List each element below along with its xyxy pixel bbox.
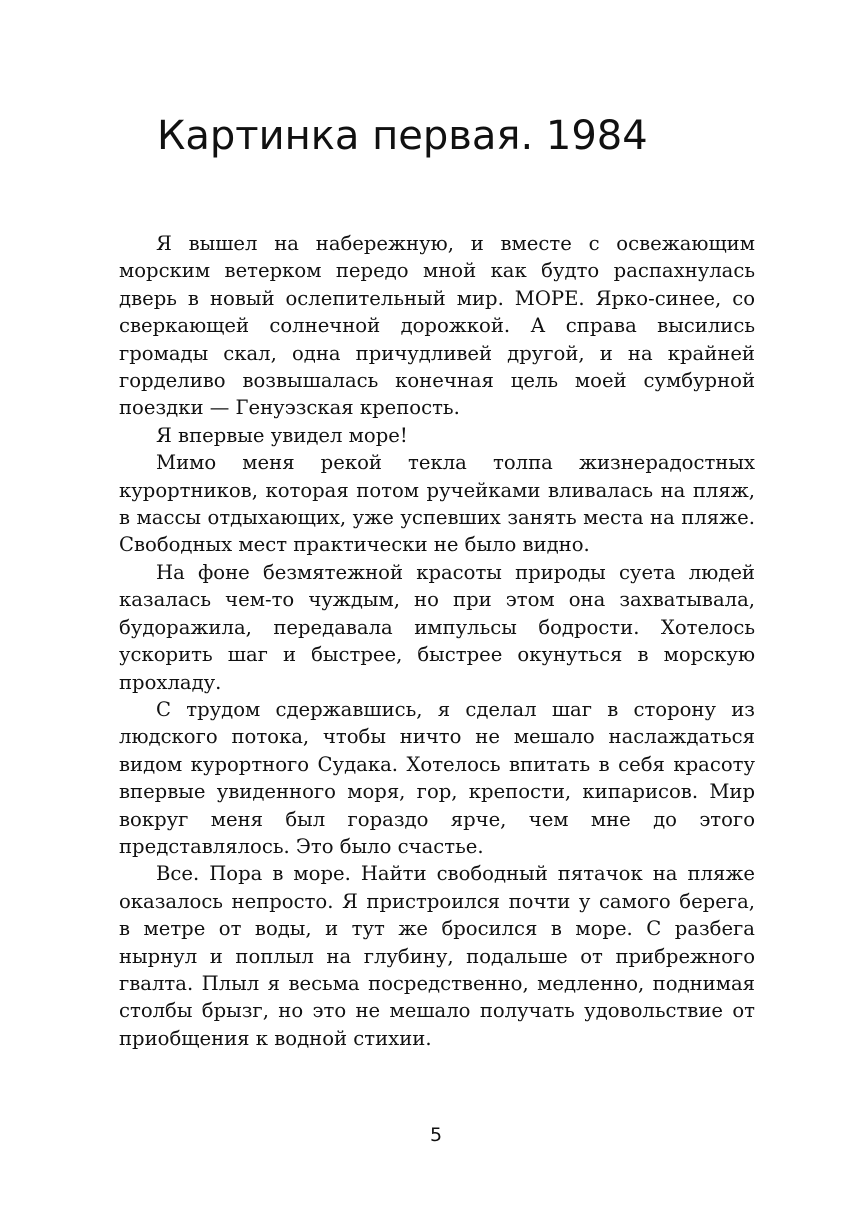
page-number: 5	[429, 1124, 443, 1146]
chapter-body	[119, 230, 755, 1052]
chapter-title: Картинка первая. 1984	[157, 113, 648, 159]
paragraph: Я вышел на набережную, и вместе с освежающим морским ветерком передо мной как будто распахнулась дверь в новый ослепительный мир. МОРЕ. Ярко-синее, со сверкающей солнечной дорожкой. А справа высились громады скал, одна причудливей другой, и на крайней горделиво возвышалась конечная цель моей сумбурной поездки — Генуэзская крепость.	[119, 232, 755, 420]
paragraph: Я впервые увидел море!	[156, 423, 408, 447]
paragraph: С трудом сдержавшись, я сделал шаг в сторону из людского потока, чтобы ничто не мешало наслаждаться видом курортного Судака. Хотелось впитать в себя красоту впервые увиденного моря, гор, крепости, кипарисов. Мир вокруг меня был гораздо ярче, чем мне до этого представлялось. Это было счастье.	[119, 697, 755, 858]
paragraph: Мимо меня рекой текла толпа жизнерадостных курортников, которая потом ручейками вливалась на пляж, в массы отдыхающих, уже успевших занять места на пляже. Свободных мест практически не было видно.	[119, 451, 755, 557]
paragraph: Все. Пора в море. Найти свободный пятачок на пляже оказалось непросто. Я пристроился почти у самого берега, в метре от воды, и тут же бросился в море. С разбега нырнул и поплыл на глубину, подальше от прибрежного гвалта. Плыл я весьма посредственно, медленно, поднимая столбы брызг, но это не мешало получать удовольствие от приобщения к водной стихии.	[119, 862, 755, 1050]
paragraph: На фоне безмятежной красоты природы суета людей казалась чем-то чуждым, но при этом она захватывала, будоражила, передавала импульсы бодрости. Хотелось ускорить шаг и быстрее, быстрее окунуться в морскую прохладу.	[119, 560, 755, 694]
